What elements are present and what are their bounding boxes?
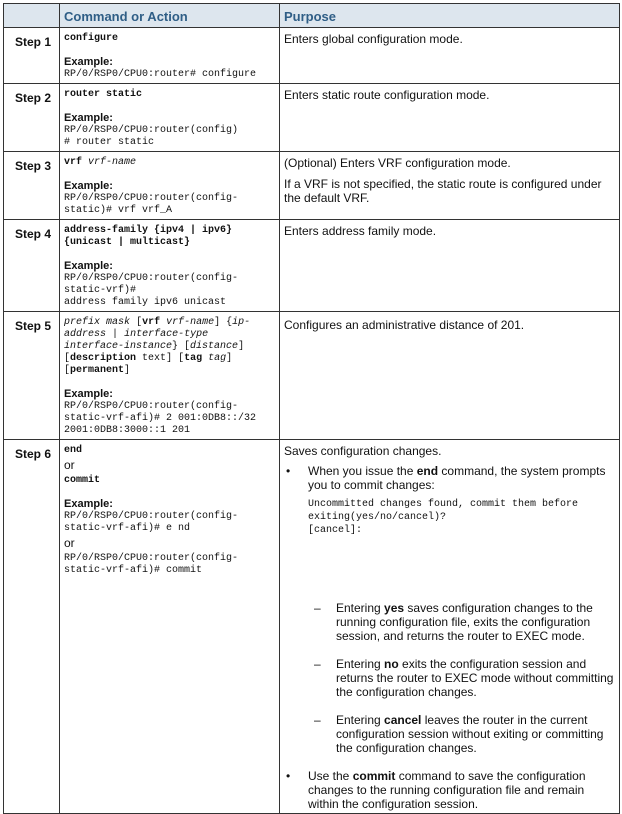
text-run: command to save the configuration changes to the running configuration file and remain within the configuration session. — [308, 769, 586, 811]
command-text — [64, 157, 275, 169]
step-row-4 — [4, 220, 620, 312]
bullet-marker: • — [286, 464, 291, 478]
command-cell — [60, 152, 280, 220]
dash-text — [336, 601, 615, 643]
command-cell — [60, 220, 280, 312]
syntax-mask: mask — [106, 317, 131, 328]
text-run: When you issue the — [308, 464, 417, 478]
example-code-line: static)# vrf vrf_A — [64, 205, 173, 216]
syntax-bracket: ] { — [214, 317, 233, 328]
command-argument: vrf-name — [88, 157, 137, 168]
header-step — [4, 4, 60, 28]
step-row-5 — [4, 312, 620, 440]
step-label: Step 1 — [4, 28, 60, 84]
command-cell — [60, 312, 280, 440]
prompt-line: [cancel]: — [308, 525, 363, 536]
text-run: exits the configuration session and returns the router to EXEC mode without committing the configuration changes. — [336, 657, 614, 699]
command-syntax — [64, 317, 275, 377]
header-command: Command or Action — [60, 4, 280, 28]
step-label: Step 2 — [4, 84, 60, 152]
example-code-line: static-vrf-afi)# 2 001:0DB8::/32 — [64, 413, 257, 424]
keyword-no: no — [384, 657, 399, 671]
example-label: Example: — [64, 56, 113, 68]
syntax-ip-address: ip- — [232, 317, 251, 328]
step-label: Step 3 — [4, 152, 60, 220]
example-label: Example: — [64, 388, 113, 400]
syntax-bracket: ] — [124, 365, 131, 376]
step-row-3 — [4, 152, 620, 220]
syntax-tag-arg: tag — [208, 353, 227, 364]
command-cell — [60, 440, 280, 814]
purpose-cell — [280, 440, 620, 814]
syntax-bracket: [ — [136, 317, 143, 328]
syntax-text: text — [142, 353, 167, 364]
dash-marker: – — [314, 713, 321, 727]
or-text: or — [64, 458, 75, 472]
header-row — [4, 4, 620, 28]
keyword-yes: yes — [384, 601, 405, 615]
text-run: Entering — [336, 713, 385, 727]
example-label: Example: — [64, 498, 113, 510]
dash-item — [284, 657, 615, 699]
purpose-cell — [280, 312, 620, 440]
syntax-pipe: | — [112, 329, 119, 340]
example-code: RP/0/RSP0/CPU0:router# configure — [64, 69, 257, 80]
dash-item — [284, 601, 615, 643]
command-text: router static — [64, 89, 143, 100]
example-code-line: static-vrf-afi)# e nd — [64, 523, 191, 534]
syntax-bracket: [ — [64, 365, 71, 376]
purpose-cell — [280, 84, 620, 152]
configuration-steps-table — [3, 3, 620, 814]
example-code-line: # router static — [64, 137, 155, 148]
command-text: end — [64, 445, 83, 456]
keyword-end: end — [416, 464, 439, 478]
syntax-bracket: ] — [226, 353, 233, 364]
example-label: Example: — [64, 180, 113, 192]
dash-item — [284, 713, 615, 755]
bullet-marker: • — [286, 769, 291, 783]
prompt-line: exiting(yes/no/cancel)? — [308, 512, 447, 523]
syntax-tag: tag — [184, 353, 203, 364]
step-label: Step 6 — [4, 440, 60, 814]
text-run: saves configuration changes to the running configuration file, exits the configuration session, and returns the router to EXEC mode. — [336, 601, 593, 643]
purpose-cell — [280, 28, 620, 84]
syntax-distance: distance — [190, 341, 239, 352]
syntax-ip-address: address — [64, 329, 107, 340]
purpose-note: If a VRF is not specified, the static route is configured under the default VRF. — [284, 177, 602, 205]
example-code-line: RP/0/RSP0/CPU0:router(config- — [64, 273, 239, 284]
purpose-text: Configures an administrative distance of 201. — [284, 318, 525, 332]
purpose-text: Enters global configuration mode. — [284, 32, 463, 46]
dash-marker: – — [314, 657, 321, 671]
bullet-text — [308, 464, 615, 492]
syntax-vrf: vrf — [142, 317, 161, 328]
keyword-cancel: cancel — [384, 713, 422, 727]
example-code-line: RP/0/RSP0/CPU0:router(config- — [64, 553, 239, 564]
syntax-bracket: [ — [64, 353, 71, 364]
syntax-bracket: } [ — [172, 341, 191, 352]
command-text-line: {unicast | multicast} — [64, 237, 191, 248]
text-run: leaves the router in the current configuration session without exiting or committing the configuration changes. — [336, 713, 604, 755]
prompt-message — [308, 498, 615, 537]
example-code-line: 2001:0DB8:3000::1 201 — [64, 425, 191, 436]
step-label: Step 5 — [4, 312, 60, 440]
step-row-2 — [4, 84, 620, 152]
example-code-line: RP/0/RSP0/CPU0:router(config- — [64, 511, 239, 522]
syntax-description: description — [70, 353, 137, 364]
example-code-line: RP/0/RSP0/CPU0:router(config- — [64, 193, 239, 204]
text-run: Use the — [308, 769, 353, 783]
purpose-cell — [280, 220, 620, 312]
step-label: Step 4 — [4, 220, 60, 312]
example-code-line: RP/0/RSP0/CPU0:router(config) — [64, 125, 239, 136]
example-code-line: address family ipv6 unicast — [64, 297, 227, 308]
example-code-line: static-vrf)# — [64, 285, 137, 296]
text-run: Entering — [336, 601, 385, 615]
syntax-permanent: permanent — [70, 365, 125, 376]
bullet-item — [284, 464, 615, 492]
bullet-item — [284, 769, 615, 811]
syntax-bracket: ] — [238, 341, 245, 352]
bullet-text — [308, 769, 615, 811]
command-cell — [60, 28, 280, 84]
step-row-1 — [4, 28, 620, 84]
or-text: or — [64, 536, 75, 550]
syntax-interface-instance: interface-instance — [64, 341, 173, 352]
example-label: Example: — [64, 112, 113, 124]
command-text: commit — [64, 475, 101, 486]
example-code-line: RP/0/RSP0/CPU0:router(config- — [64, 401, 239, 412]
dash-text — [336, 713, 615, 755]
example-label: Example: — [64, 260, 113, 272]
purpose-text: (Optional) Enters VRF configuration mode. — [284, 156, 511, 170]
command-keyword: vrf — [64, 157, 83, 168]
text-run: command, the system prompts you to commit changes: — [308, 464, 606, 492]
dash-marker: – — [314, 601, 321, 615]
purpose-text: Saves configuration changes. — [284, 444, 442, 458]
command-text-line: address-family {ipv4 | ipv6} — [64, 225, 233, 236]
dash-text — [336, 657, 615, 699]
syntax-vrf-name: vrf-name — [166, 317, 215, 328]
syntax-bracket: ] [ — [166, 353, 185, 364]
purpose-text: Enters static route configuration mode. — [284, 88, 490, 102]
syntax-interface-type: interface-type — [124, 329, 209, 340]
text-run: Entering — [336, 657, 385, 671]
command-cell — [60, 84, 280, 152]
example-code-line: static-vrf-afi)# commit — [64, 565, 203, 576]
header-purpose: Purpose — [280, 4, 620, 28]
purpose-text: Enters address family mode. — [284, 224, 437, 238]
prompt-line: Uncommitted changes found, commit them before — [308, 499, 579, 510]
purpose-cell — [280, 152, 620, 220]
command-text: configure — [64, 33, 119, 44]
step-row-6 — [4, 440, 620, 814]
keyword-commit: commit — [352, 769, 396, 783]
syntax-prefix: prefix — [64, 317, 101, 328]
